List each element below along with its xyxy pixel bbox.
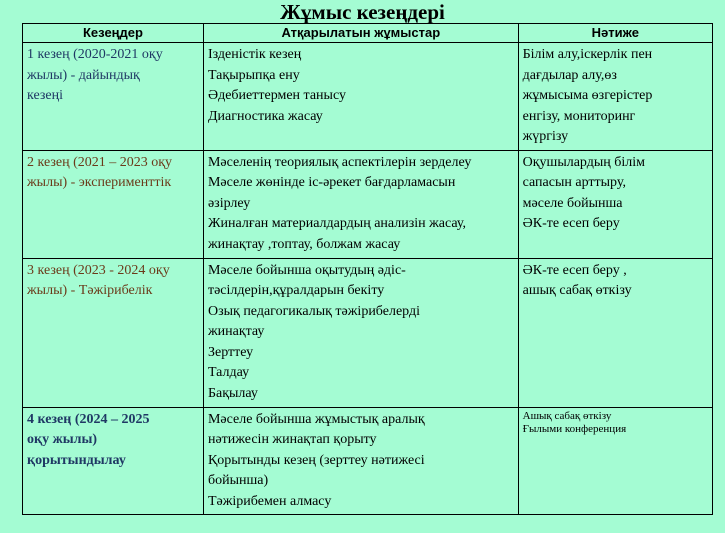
work-item: жинақтау — [207, 324, 265, 339]
works-cell — [203, 407, 518, 515]
result-line: Ғылыми конференция — [522, 422, 627, 435]
work-item: тәсілдерін,құралдарын бекіту — [207, 283, 385, 298]
header-works: Атқарылатын жұмыстар — [203, 24, 518, 43]
work-item: Жиналған материалдардың анализін жасау, — [207, 216, 467, 231]
work-item: Озық педагогикалық тәжірибелерді — [207, 303, 420, 319]
stage-line: 1 кезең (2020-2021 оқу — [27, 47, 163, 62]
header-stages: Кезеңдер — [23, 24, 204, 43]
result-line: Оқушылардың білім — [522, 154, 646, 170]
works-cell — [203, 150, 518, 258]
table-row — [23, 43, 713, 151]
result-cell — [518, 43, 712, 151]
result-cell — [518, 150, 712, 258]
work-item: Талдау — [207, 365, 250, 380]
work-item: Мәселенің теориялық аспектілерін зерделеу — [207, 154, 472, 170]
work-item: Зерттеу — [207, 344, 254, 360]
work-item: бойынша) — [207, 473, 269, 488]
table-row — [23, 258, 713, 407]
result-line: Ашық сабақ өткізу — [522, 409, 612, 422]
result-cell — [518, 407, 712, 515]
work-item: Мәселе бойынша жұмыстық аралық — [207, 411, 425, 427]
result-cell — [518, 258, 712, 407]
stage-line: жылы) - дайындық — [27, 67, 140, 83]
result-line: ашық сабақ өткізу — [522, 283, 632, 298]
work-item: Мәселе жөнінде іс-әрекет бағдарламасын — [207, 175, 456, 190]
stage-cell — [23, 43, 204, 151]
result-line: ӘК-те есеп беру — [522, 216, 620, 231]
table-row — [23, 407, 713, 515]
stage-line: 4 кезең (2024 – 2025 — [27, 411, 150, 427]
result-line: Білім алу,іскерлік пен — [522, 47, 653, 62]
stages-table — [22, 23, 713, 515]
work-item: нәтижесін жинақтап қорыту — [207, 432, 377, 447]
result-line: дағдылар алу,өз — [522, 67, 617, 83]
stage-line: қорытындылау — [27, 452, 126, 468]
page-title: Жұмыс кезеңдері — [280, 0, 445, 24]
work-item: Диагностика жасау — [207, 108, 323, 124]
table-header-row — [23, 24, 713, 43]
work-item: Әдебиеттермен танысу — [207, 88, 346, 103]
work-item: Қорытынды кезең (зерттеу нәтижесі — [207, 452, 425, 468]
work-item: Бақылау — [207, 385, 258, 401]
result-line: енгізу, мониторинг — [522, 108, 636, 124]
work-item: жинақтау ,топтау, болжам жасау — [207, 236, 401, 252]
stage-cell — [23, 150, 204, 258]
work-item: Мәселе бойынша оқытудың әдіс- — [207, 262, 406, 278]
stage-cell — [23, 258, 204, 407]
work-item: Тәжірибемен алмасу — [207, 493, 332, 509]
works-cell — [203, 43, 518, 151]
stage-line: 2 кезең (2021 – 2023 оқу — [27, 154, 173, 170]
result-line: жүргізу — [522, 129, 569, 144]
work-item: Тақырыпқа ену — [207, 67, 300, 83]
stage-line: жылы) - эксперименттік — [27, 175, 172, 190]
result-line: мәселе бойынша — [522, 195, 623, 211]
stage-line: жылы) - Тәжірибелік — [27, 283, 153, 298]
stage-line: 3 кезең (2023 - 2024 оқу — [27, 262, 170, 278]
stage-line: оқу жылы) — [27, 432, 98, 447]
stage-line: кезеңі — [27, 88, 63, 103]
stage-cell — [23, 407, 204, 515]
result-line: жұмысыма өзгерістер — [522, 88, 653, 103]
table-row — [23, 150, 713, 258]
work-item: әзірлеу — [207, 195, 251, 211]
result-line: ӘК-те есеп беру , — [522, 262, 627, 278]
result-line: сапасын арттыру, — [522, 175, 626, 190]
header-result: Нәтиже — [518, 24, 712, 43]
work-item: Ізденістік кезең — [207, 47, 302, 62]
works-cell — [203, 258, 518, 407]
